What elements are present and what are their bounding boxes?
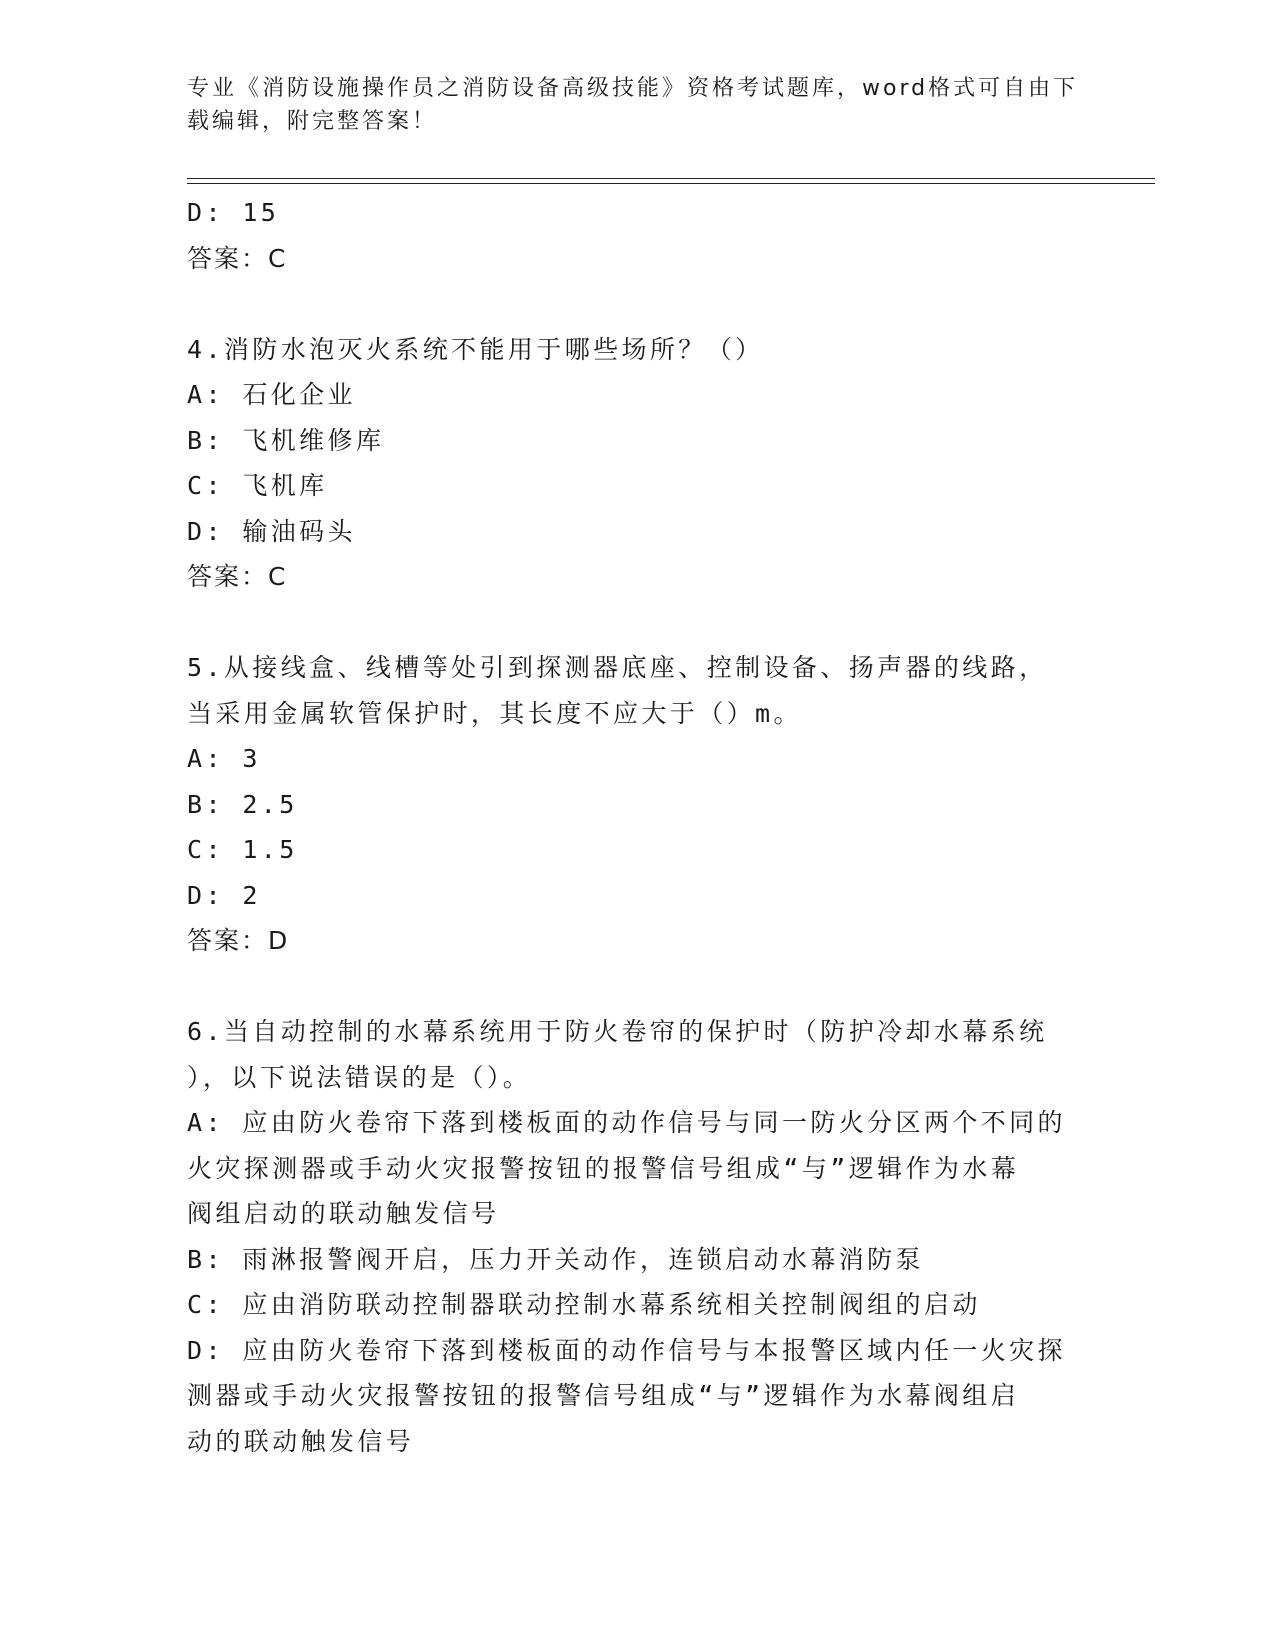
question-text: 5.从接线盒、线槽等处引到探测器底座、控制设备、扬声器的线路， [187,653,1048,682]
question-4 [187,327,1067,600]
prev-question-option-d: D: 15 [187,198,280,227]
option-d: D: 应由防火卷帘下落到楼板面的动作信号与本报警区域内任一火灾探 [187,1335,1066,1365]
question-text: ），以下说法错误的是（）。 [187,1062,532,1092]
question-text: 4.消防水泡灭火系统不能用于哪些场所？（） [187,334,764,364]
option-a: A: 3 [187,744,261,773]
question-6 [187,1009,1067,1464]
option-c: C: 1.5 [187,835,298,864]
header-line-2: 载编辑，附完整答案！ [187,109,438,134]
option-a-continued: 火灾探测器或手动火灾报警按钮的报警信号组成“与”逻辑作为水幕 [187,1153,1020,1183]
page-header [187,72,1087,138]
option-c: C: 飞机库 [187,471,328,500]
option-c: C: 应由消防联动控制器联动控制水幕系统相关控制阀组的启动 [187,1290,981,1319]
spacer [187,281,1067,327]
option-a: A: 应由防火卷帘下落到楼板面的动作信号与同一防火分区两个不同的 [187,1108,1066,1137]
spacer [187,600,1067,646]
option-a-continued: 阀组启动的联动触发信号 [187,1199,500,1228]
answer: 答案：D [187,926,290,955]
option-d-continued: 动的联动触发信号 [187,1426,415,1456]
option-d-continued: 测器或手动火灾报警按钮的报警信号组成“与”逻辑作为水幕阀组启 [187,1381,1020,1410]
option-b: B: 雨淋报警阀开启，压力开关动作，连锁启动水幕消防泵 [187,1244,924,1274]
answer: 答案：C [187,562,288,591]
header-line-1: 专业《消防设施操作员之消防设备高级技能》资格考试题库，word格式可自由下 [187,76,1079,101]
option-d: D: 2 [187,880,261,910]
question-text: 当采用金属软管保护时，其长度不应大于（）m。 [187,698,802,728]
option-a: A: 石化企业 [187,380,356,409]
option-d: D: 输油码头 [187,516,356,546]
question-5 [187,645,1067,964]
spacer [187,964,1067,1010]
header-divider [187,178,1155,184]
prev-question-answer: 答案：C [187,243,288,273]
option-b: B: 飞机维修库 [187,425,385,455]
option-b: B: 2.5 [187,789,298,819]
question-text: 6.当自动控制的水幕系统用于防火卷帘的保护时（防护冷却水幕系统 [187,1017,1048,1046]
document-body [187,190,1067,1464]
